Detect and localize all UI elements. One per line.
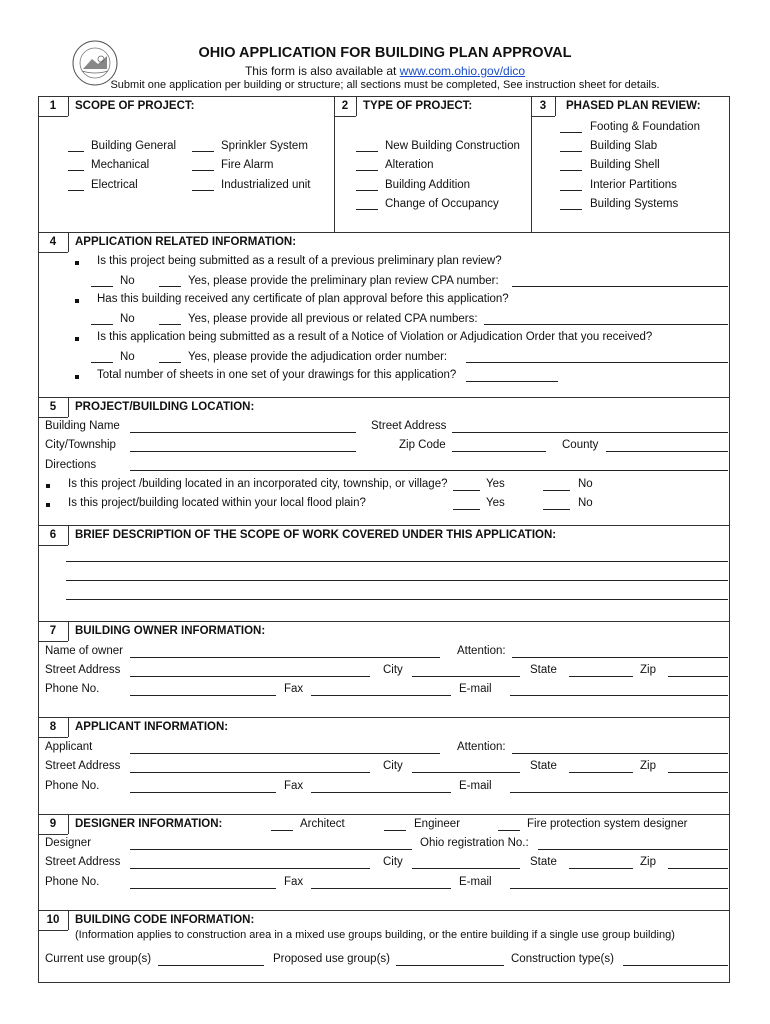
architect-blank[interactable] — [271, 830, 293, 831]
applicant-phone-label: Phone No. — [45, 780, 100, 792]
current-use-group-label: Current use group(s) — [45, 953, 152, 965]
scope-description-line-1[interactable] — [66, 561, 728, 562]
owner-name-label: Name of owner — [45, 645, 123, 657]
applicant-attention-label: Attention: — [457, 741, 506, 753]
city-township-field[interactable] — [130, 451, 356, 452]
q2-no-label: No — [120, 313, 135, 325]
applicant-state-label: State — [530, 760, 557, 772]
section-5-number: 5 — [49, 401, 57, 413]
section-10-note: (Information applies to construction area in a mixed use groups building, or the entire building if a single use group building) — [75, 929, 675, 941]
owner-name-field[interactable] — [130, 657, 440, 658]
q3-no-blank[interactable] — [91, 362, 113, 363]
applicant-name-field[interactable] — [130, 753, 440, 754]
type-addition-blank[interactable] — [356, 190, 378, 191]
proposed-use-group-field[interactable] — [396, 965, 504, 966]
designer-city-label: City — [383, 856, 403, 868]
q1-no-label: No — [120, 275, 135, 287]
section-3-number: 3 — [539, 100, 547, 112]
section-5-title: PROJECT/BUILDING LOCATION: — [75, 401, 255, 413]
phase-partitions-label: Interior Partitions — [590, 179, 677, 191]
type-new-construction-blank[interactable] — [356, 151, 378, 152]
scope-industrialized-blank[interactable] — [192, 190, 214, 191]
type-change-occupancy-blank[interactable] — [356, 209, 378, 210]
bullet-icon — [75, 261, 79, 265]
construction-type-field[interactable] — [623, 965, 728, 966]
q1-yes-blank[interactable] — [159, 286, 181, 287]
total-sheets-field[interactable] — [466, 381, 558, 382]
applicant-fax-label: Fax — [284, 780, 304, 792]
scope-fire-alarm-blank[interactable] — [192, 170, 214, 171]
scope-industrialized-label: Industrialized unit — [221, 179, 311, 191]
engineer-label: Engineer — [414, 818, 461, 830]
location-zip-field[interactable] — [452, 451, 546, 452]
q-notice-of-violation: Is this application being submitted as a result of a Notice of Violation or Adjudication Order that you received? — [97, 331, 653, 343]
scope-electrical-blank[interactable] — [68, 190, 84, 191]
scope-electrical-label: Electrical — [91, 179, 138, 191]
q-incorporated: Is this project /building located in an incorporated city, township, or village? — [68, 478, 448, 490]
form-title: OHIO APPLICATION FOR BUILDING PLAN APPROVAL — [198, 45, 572, 61]
flood-yes-blank[interactable] — [453, 509, 480, 510]
adjudication-order-number-field[interactable] — [466, 362, 728, 363]
q2-no-blank[interactable] — [91, 324, 113, 325]
applicant-name-label: Applicant — [45, 741, 93, 753]
q2-yes-label: Yes, please provide all previous or related CPA numbers: — [188, 313, 478, 325]
section-9-title: DESIGNER INFORMATION: — [75, 818, 223, 830]
owner-city-label: City — [383, 664, 403, 676]
designer-zip-label: Zip — [640, 856, 656, 868]
owner-state-field[interactable] — [569, 676, 633, 677]
fire-designer-label: Fire protection system designer — [527, 818, 688, 830]
proposed-use-group-label: Proposed use group(s) — [273, 953, 390, 965]
incorporated-no-label: No — [578, 478, 593, 490]
applicant-city-label: City — [383, 760, 403, 772]
location-street-field[interactable] — [452, 432, 728, 433]
designer-name-label: Designer — [45, 837, 92, 849]
section-1-number: 1 — [49, 100, 57, 112]
building-name-field[interactable] — [130, 432, 356, 433]
q-flood-plain: Is this project/building located within your local flood plain? — [68, 497, 366, 509]
phase-partitions-blank[interactable] — [560, 190, 582, 191]
phase-shell-blank[interactable] — [560, 170, 582, 171]
applicant-fax-field[interactable] — [311, 792, 451, 793]
related-cpa-numbers-field[interactable] — [484, 324, 728, 325]
section-10-number: 10 — [46, 914, 60, 926]
q1-yes-label: Yes, please provide the preliminary plan review CPA number: — [188, 275, 499, 287]
applicant-street-field[interactable] — [130, 772, 370, 773]
section-6-title: BRIEF DESCRIPTION OF THE SCOPE OF WORK COVERED UNDER THIS APPLICATION: — [75, 529, 557, 541]
type-alteration-label: Alteration — [385, 159, 434, 171]
flood-no-label: No — [578, 497, 593, 509]
section-6-number: 6 — [49, 529, 57, 541]
registration-number-field[interactable] — [538, 849, 728, 850]
scope-mechanical-blank[interactable] — [68, 170, 84, 171]
section-9-number: 9 — [49, 818, 57, 830]
applicant-phone-field[interactable] — [130, 792, 276, 793]
owner-phone-label: Phone No. — [45, 683, 100, 695]
type-alteration-blank[interactable] — [356, 170, 378, 171]
form-subtitle — [0, 64, 770, 78]
current-use-group-field[interactable] — [158, 965, 264, 966]
scope-building-general-label: Building General — [91, 140, 177, 152]
owner-zip-field[interactable] — [668, 676, 728, 677]
directions-field[interactable] — [130, 470, 728, 471]
scope-mechanical-label: Mechanical — [91, 159, 150, 171]
phase-slab-label: Building Slab — [590, 140, 658, 152]
q1-no-blank[interactable] — [91, 286, 113, 287]
designer-phone-label: Phone No. — [45, 876, 100, 888]
type-new-construction-label: New Building Construction — [385, 140, 520, 152]
construction-type-label: Construction type(s) — [511, 953, 614, 965]
owner-city-field[interactable] — [412, 676, 520, 677]
phase-systems-label: Building Systems — [590, 198, 679, 210]
applicant-email-label: E-mail — [459, 780, 492, 792]
applicant-zip-field[interactable] — [668, 772, 728, 773]
section-10-title: BUILDING CODE INFORMATION: — [75, 914, 255, 926]
incorporated-yes-blank[interactable] — [453, 490, 480, 491]
bullet-icon — [75, 375, 79, 379]
section-8-number: 8 — [49, 721, 57, 733]
scope-sprinkler-label: Sprinkler System — [221, 140, 308, 152]
county-field[interactable] — [606, 451, 728, 452]
owner-zip-label: Zip — [640, 664, 656, 676]
owner-state-label: State — [530, 664, 557, 676]
building-name-label: Building Name — [45, 420, 120, 432]
scope-description-line-2[interactable] — [66, 580, 728, 581]
designer-zip-field[interactable] — [668, 868, 728, 869]
designer-street-field[interactable] — [130, 868, 370, 869]
q2-yes-blank[interactable] — [159, 324, 181, 325]
scope-description-line-3[interactable] — [66, 599, 728, 600]
section-8-title: APPLICANT INFORMATION: — [75, 721, 229, 733]
q-previous-approval: Has this building received any certificate of plan approval before this application? — [97, 293, 509, 305]
applicant-zip-label: Zip — [640, 760, 656, 772]
owner-fax-field[interactable] — [311, 695, 451, 696]
owner-attention-field[interactable] — [512, 657, 728, 658]
section-3-title: PHASED PLAN REVIEW: — [566, 100, 701, 112]
section-2-title: TYPE OF PROJECT: — [363, 100, 473, 112]
applicant-street-label: Street Address — [45, 760, 121, 772]
directions-label: Directions — [45, 459, 97, 471]
designer-email-field[interactable] — [510, 888, 728, 889]
phase-footing-label: Footing & Foundation — [590, 121, 700, 133]
section-2-number: 2 — [341, 100, 349, 112]
fire-designer-blank[interactable] — [498, 830, 520, 831]
q-total-sheets: Total number of sheets in one set of your drawings for this application? — [97, 369, 457, 381]
subtitle-text: This form is also available at — [244, 64, 400, 78]
applicant-city-field[interactable] — [412, 772, 520, 773]
form-instruction: Submit one application per building or structure; all sections must be completed, See instruction sheet for details. — [110, 79, 660, 91]
designer-phone-field[interactable] — [130, 888, 276, 889]
architect-label: Architect — [300, 818, 345, 830]
applicant-email-field[interactable] — [510, 792, 728, 793]
q3-no-label: No — [120, 351, 135, 363]
phase-systems-blank[interactable] — [560, 209, 582, 210]
section-7-number: 7 — [49, 625, 57, 637]
engineer-blank[interactable] — [384, 830, 406, 831]
designer-state-label: State — [530, 856, 557, 868]
bullet-icon — [75, 299, 79, 303]
type-change-occupancy-label: Change of Occupancy — [385, 198, 499, 210]
preliminary-cpa-number-field[interactable] — [512, 286, 728, 287]
bullet-icon — [46, 484, 50, 488]
designer-fax-label: Fax — [284, 876, 304, 888]
designer-city-field[interactable] — [412, 868, 520, 869]
designer-street-label: Street Address — [45, 856, 121, 868]
flood-yes-label: Yes — [486, 497, 505, 509]
type-addition-label: Building Addition — [385, 179, 471, 191]
owner-street-label: Street Address — [45, 664, 121, 676]
owner-email-field[interactable] — [510, 695, 728, 696]
owner-email-label: E-mail — [459, 683, 492, 695]
bullet-icon — [75, 337, 79, 341]
incorporated-no-blank[interactable] — [543, 490, 570, 491]
designer-name-field[interactable] — [130, 849, 412, 850]
flood-no-blank[interactable] — [543, 509, 570, 510]
phase-footing-blank[interactable] — [560, 132, 582, 133]
incorporated-yes-label: Yes — [486, 478, 505, 490]
zip-code-label: Zip Code — [399, 439, 446, 451]
designer-email-label: E-mail — [459, 876, 492, 888]
section-4-title: APPLICATION RELATED INFORMATION: — [75, 236, 297, 248]
owner-street-field[interactable] — [130, 676, 370, 677]
phase-shell-label: Building Shell — [590, 159, 660, 171]
city-township-label: City/Township — [45, 439, 116, 451]
location-street-label: Street Address — [371, 420, 447, 432]
section-7-title: BUILDING OWNER INFORMATION: — [75, 625, 266, 637]
phase-slab-blank[interactable] — [560, 151, 582, 152]
scope-building-general-blank[interactable] — [68, 151, 84, 152]
applicant-attention-field[interactable] — [512, 753, 728, 754]
website-link[interactable]: www.com.ohio.gov/dico — [399, 64, 526, 78]
scope-sprinkler-blank[interactable] — [192, 151, 214, 152]
q3-yes-label: Yes, please provide the adjudication order number: — [188, 351, 448, 363]
registration-number-label: Ohio registration No.: — [420, 837, 529, 849]
owner-phone-field[interactable] — [130, 695, 276, 696]
q-preliminary-review: Is this project being submitted as a result of a previous preliminary plan review? — [97, 255, 502, 267]
applicant-state-field[interactable] — [569, 772, 633, 773]
q3-yes-blank[interactable] — [159, 362, 181, 363]
section-4-number: 4 — [49, 236, 57, 248]
owner-fax-label: Fax — [284, 683, 304, 695]
bullet-icon — [46, 503, 50, 507]
owner-attention-label: Attention: — [457, 645, 506, 657]
county-label: County — [562, 439, 599, 451]
designer-state-field[interactable] — [569, 868, 633, 869]
designer-fax-field[interactable] — [311, 888, 451, 889]
scope-fire-alarm-label: Fire Alarm — [221, 159, 274, 171]
section-1-title: SCOPE OF PROJECT: — [75, 100, 195, 112]
